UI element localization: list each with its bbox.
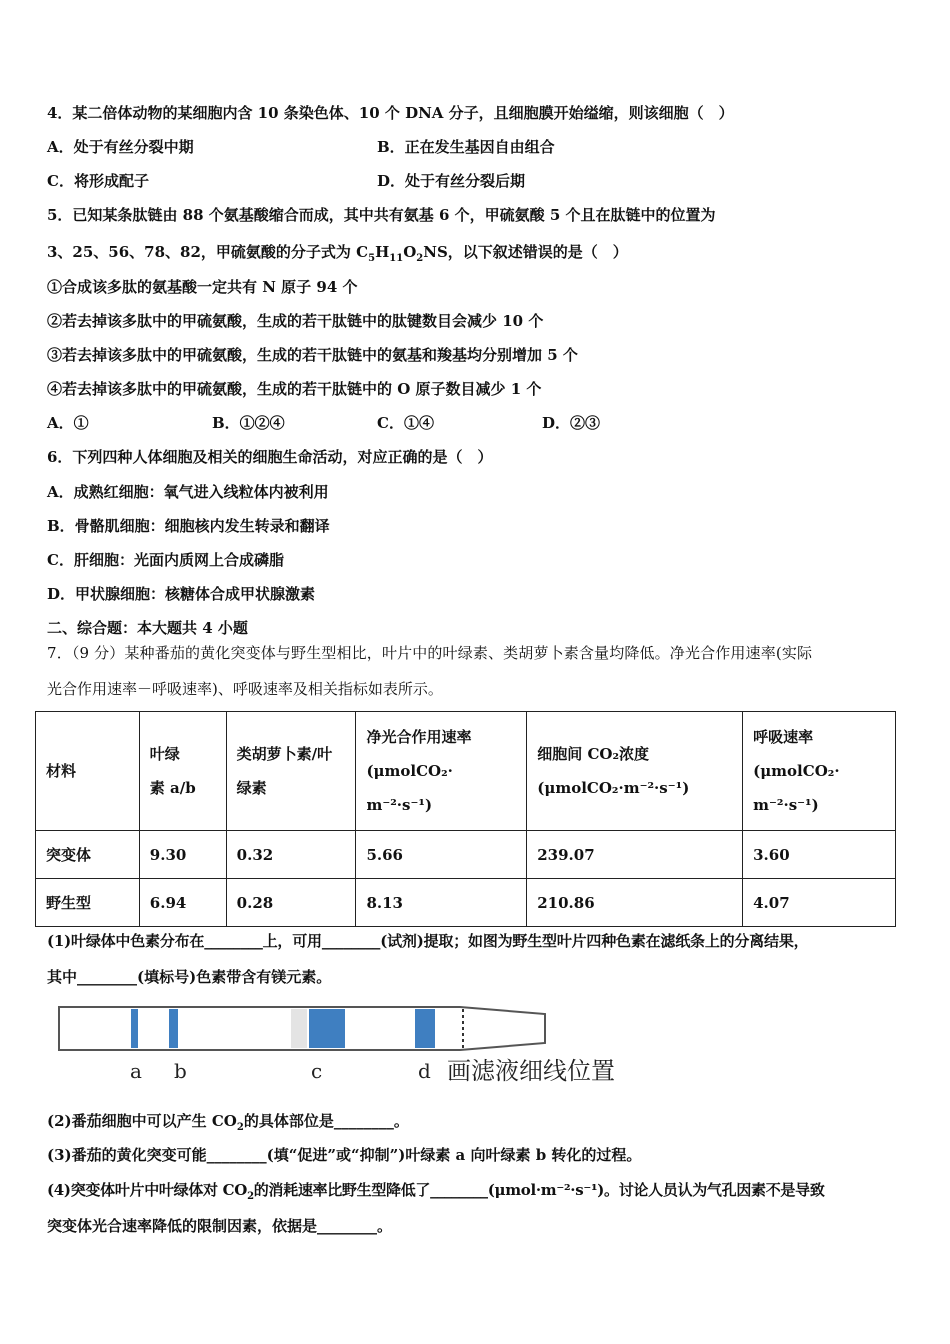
q7-sub1-line2: 其中________(填标号)色素带含有镁元素。 bbox=[47, 968, 332, 986]
q5-option-d: D．②③ bbox=[542, 414, 601, 432]
q7-sub4-line2: 突变体光合速率降低的限制因素，依据是________。 bbox=[47, 1217, 393, 1235]
header-material: 材料 bbox=[36, 712, 140, 831]
band-label-b: b bbox=[174, 1059, 187, 1083]
header-resp-rate: 呼吸速率 (μmolCO₂· m⁻²·s⁻¹) bbox=[743, 712, 896, 831]
q6-option-d: D．甲状腺细胞：核糖体合成甲状腺激素 bbox=[47, 585, 316, 603]
q7-sub2: (2)番茄细胞中可以产生 $CO_2$的具体部位是________。 bbox=[47, 1112, 409, 1133]
q6-option-c: C．肝细胞：光面内质网上合成磷脂 bbox=[47, 551, 284, 569]
table-cell: 8.13 bbox=[356, 879, 527, 927]
faint-band bbox=[291, 1009, 307, 1048]
section-heading: 二、综合题：本大题共 4 小题 bbox=[47, 619, 248, 637]
table-cell: 突变体 bbox=[36, 831, 140, 879]
q4-stem: 4．某二倍体动物的某细胞内含 10 条染色体、10 个 DNA 分子，且细胞膜开始缢缩，则该细胞（ ） bbox=[47, 104, 734, 122]
q4-option-d: D．处于有丝分裂后期 bbox=[377, 172, 526, 190]
q5-option-b: B．①②④ bbox=[212, 414, 285, 432]
table-cell: 5.66 bbox=[356, 831, 527, 879]
q7-sub1-line1: (1)叶绿体中色素分布在________上，可用________(试剂)提取；如图为野生型叶片四种色素在滤纸条上的分离结果， bbox=[47, 932, 809, 950]
table-cell: 210.86 bbox=[527, 879, 743, 927]
q6-stem: 6．下列四种人体细胞及相关的细胞生命活动，对应正确的是（ ） bbox=[47, 448, 493, 466]
q7-stem-line1: 7．（9 分）某种番茄的黄化突变体与野生型相比，叶片中的叶绿素、类胡萝卜素含量均降低。净光合作用速率(实际 bbox=[47, 644, 813, 662]
pigment-band-d bbox=[415, 1009, 435, 1048]
table-cell: 239.07 bbox=[527, 831, 743, 879]
header-net-rate: 净光合作用速率 (μmolCO₂· m⁻²·s⁻¹) bbox=[356, 712, 527, 831]
q5-statement-4: ④若去掉该多肽中的甲硫氨酸，生成的若干肽链中的 O 原子数目减少 1 个 bbox=[47, 380, 542, 398]
table-row bbox=[36, 831, 896, 879]
q5-statement-2: ②若去掉该多肽中的甲硫氨酸，生成的若干肽链中的肽键数目会减少 10 个 bbox=[47, 312, 544, 330]
header-car-ratio: 类胡萝卜素/叶 绿素 bbox=[226, 712, 356, 831]
q7-sub3: (3)番茄的黄化突变可能________(填“促进”或“抑制”)叶绿素 a 向叶绿素 b 转化的过程。 bbox=[47, 1146, 642, 1164]
table-cell: 0.28 bbox=[226, 879, 356, 927]
q5-statement-3: ③若去掉该多肽中的甲硫氨酸，生成的若干肽链中的氨基和羧基均分别增加 5 个 bbox=[47, 346, 578, 364]
q5-option-a: A．① bbox=[47, 414, 89, 432]
q5-stem-line2: 3、25、56、78、82，甲硫氨酸的分子式为 $C_5H_{11}O_2NS$，以下叙述错误的是（ ） bbox=[47, 243, 628, 264]
sample-line-label: 画滤液细线位置 bbox=[447, 1057, 615, 1085]
table-cell: 3.60 bbox=[743, 831, 896, 879]
band-label-c: c bbox=[311, 1059, 323, 1083]
q4-option-c: C．将形成配子 bbox=[47, 172, 149, 190]
band-label-d: d bbox=[418, 1059, 431, 1083]
header-chl-ratio: 叶绿 素 a/b bbox=[139, 712, 226, 831]
data-table bbox=[35, 711, 896, 927]
q5-stem-line1: 5．已知某条肽链由 88 个氨基酸缩合而成，其中共有氨基 6 个，甲硫氨酸 5 个且在肽链中的位置为 bbox=[47, 206, 716, 224]
q5-statement-1: ①合成该多肽的氨基酸一定共有 N 原子 94 个 bbox=[47, 278, 358, 296]
table-row bbox=[36, 879, 896, 927]
q4-option-b: B．正在发生基因自由组合 bbox=[377, 138, 555, 156]
header-co2-conc: 细胞间 CO₂浓度 (μmolCO₂·m⁻²·s⁻¹) bbox=[527, 712, 743, 831]
pigment-band-c bbox=[309, 1009, 345, 1048]
table-header-row bbox=[36, 712, 896, 831]
table-cell: 9.30 bbox=[139, 831, 226, 879]
q6-option-a: A．成熟红细胞：氧气进入线粒体内被利用 bbox=[47, 483, 329, 501]
pigment-band-a bbox=[131, 1009, 138, 1048]
table-cell: 4.07 bbox=[743, 879, 896, 927]
chromatography-strip-figure bbox=[45, 1000, 645, 1090]
q6-option-b: B．骨骼肌细胞：细胞核内发生转录和翻译 bbox=[47, 517, 330, 535]
q7-sub4-line1: (4)突变体叶片中叶绿体对 $CO_2$的消耗速率比野生型降低了________(μmol·m⁻²·s⁻¹)。讨论人员认为气孔因素不是导致 bbox=[47, 1181, 825, 1202]
q7-stem-line2: 光合作用速率－呼吸速率)、呼吸速率及相关指标如表所示。 bbox=[47, 680, 443, 698]
q5-option-c: C．①④ bbox=[377, 414, 434, 432]
q4-option-a: A．处于有丝分裂中期 bbox=[47, 138, 194, 156]
table-cell: 0.32 bbox=[226, 831, 356, 879]
table-cell: 6.94 bbox=[139, 879, 226, 927]
band-label-a: a bbox=[130, 1059, 142, 1083]
pigment-band-b bbox=[169, 1009, 178, 1048]
table-cell: 野生型 bbox=[36, 879, 140, 927]
